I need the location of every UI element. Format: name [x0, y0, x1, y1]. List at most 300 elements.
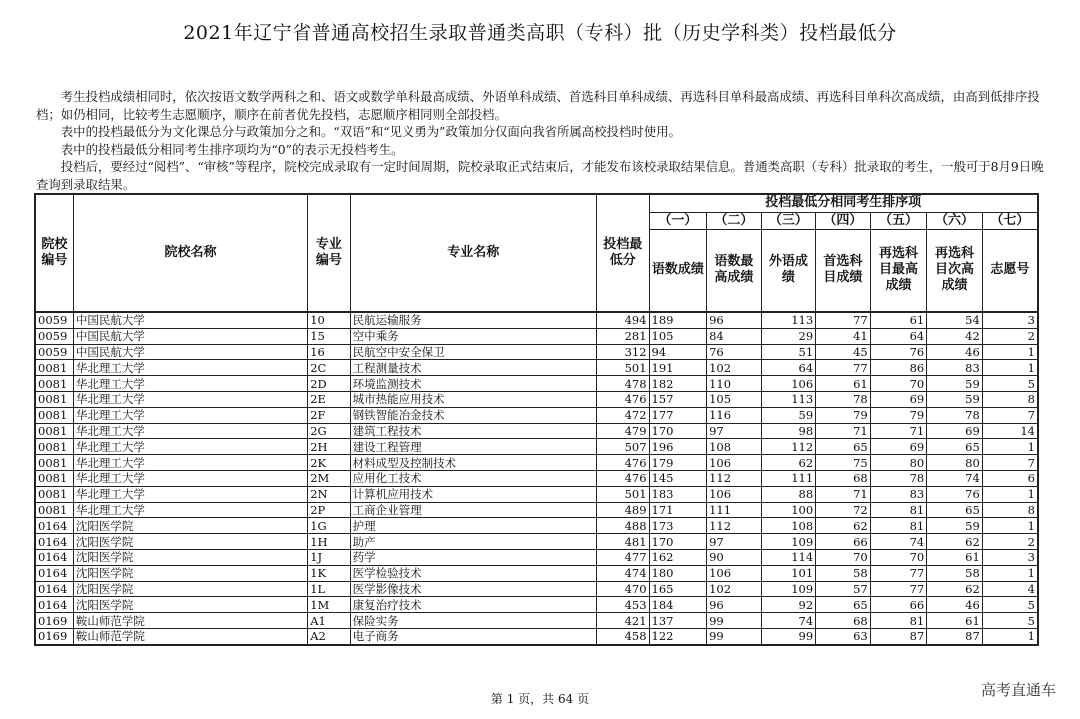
header-chinese-math-max: 语数最高成绩: [707, 229, 762, 312]
table-cell: 70: [870, 376, 927, 392]
table-cell: 145: [649, 470, 707, 486]
table-cell: 华北理工大学: [73, 407, 307, 423]
table-cell: 69: [927, 423, 983, 439]
table-cell: 177: [649, 407, 707, 423]
table-cell: 鞍山师范学院: [73, 613, 307, 629]
table-cell: 69: [870, 439, 927, 455]
table-cell: 10: [308, 312, 350, 328]
table-cell: 2N: [308, 486, 350, 502]
note-tie-rule: 考生投档成绩相同时，依次按语文数学两科之和、语文或数学单科最高成绩、外语单科成绩、首选科目单科成绩、再选科目单科最高成绩、再选科目单科次高成绩，由高到低排序投档；如仍相同，比较考生志愿顺序，顺序在前者优先投档，志愿顺序相同则全部投档。: [36, 89, 1040, 122]
table-cell: 179: [649, 455, 707, 471]
table-cell: 64: [870, 328, 927, 344]
table-cell: 458: [597, 628, 650, 644]
table-cell: 0164: [35, 534, 73, 550]
table-cell: 应用化工技术: [350, 470, 596, 486]
header-first-subject: 首选科目成绩: [816, 229, 871, 312]
table-cell: 421: [597, 613, 650, 629]
table-cell: 8: [982, 391, 1038, 407]
table-cell: 71: [816, 423, 871, 439]
table-cell: 0164: [35, 518, 73, 534]
table-cell: 14: [982, 423, 1038, 439]
table-cell: 0059: [35, 312, 73, 328]
table-cell: 79: [870, 407, 927, 423]
table-cell: 2G: [308, 423, 350, 439]
table-cell: 中国民航大学: [73, 328, 307, 344]
header-sub-number: （六）: [927, 212, 983, 229]
table-cell: 69: [870, 391, 927, 407]
table-cell: 材料成型及控制技术: [350, 455, 596, 471]
table-cell: 65: [927, 439, 983, 455]
table-cell: 1: [982, 439, 1038, 455]
header-major-name: 专业名称: [350, 194, 596, 312]
table-cell: 173: [649, 518, 707, 534]
table-cell: 3: [982, 549, 1038, 565]
table-cell: 98: [761, 423, 816, 439]
table-cell: 华北理工大学: [73, 391, 307, 407]
table-cell: 41: [816, 328, 871, 344]
table-cell: 68: [816, 470, 871, 486]
table-cell: 87: [870, 628, 927, 644]
table-cell: 0081: [35, 439, 73, 455]
table-cell: 6: [982, 470, 1038, 486]
table-row: [35, 360, 1038, 376]
table-cell: 171: [649, 502, 707, 518]
table-cell: 62: [761, 455, 816, 471]
table-cell: 71: [816, 486, 871, 502]
table-cell: 沈阳医学院: [73, 581, 307, 597]
table-cell: 54: [927, 312, 983, 328]
table-cell: 5: [982, 376, 1038, 392]
table-cell: 479: [597, 423, 650, 439]
table-cell: 环境监测技术: [350, 376, 596, 392]
header-sub-number: （二）: [707, 212, 762, 229]
table-cell: 沈阳医学院: [73, 597, 307, 613]
table-cell: 1: [982, 344, 1038, 360]
table-cell: 102: [707, 581, 762, 597]
table-row: [35, 613, 1038, 629]
table-cell: 7: [982, 407, 1038, 423]
table-cell: 0169: [35, 628, 73, 644]
table-cell: 76: [927, 486, 983, 502]
table-cell: 华北理工大学: [73, 439, 307, 455]
table-cell: 165: [649, 581, 707, 597]
table-cell: 电子商务: [350, 628, 596, 644]
table-row: [35, 486, 1038, 502]
table-cell: 489: [597, 502, 650, 518]
page-title: 2021年辽宁省普通高校招生录取普通类高职（专科）批（历史学科类）投档最低分: [183, 22, 897, 44]
table-cell: 494: [597, 312, 650, 328]
note-score-definition: 表中的投档最低分为文化课总分与政策加分之和。“双语”和“见义勇为”政策加分仅面向我省所属高校投档时使用。: [60, 124, 681, 139]
table-cell: 105: [649, 328, 707, 344]
table-cell: 0164: [35, 597, 73, 613]
note-zero-meaning: 表中的投档最低分相同考生排序项均为“0”的表示无投档考生。: [60, 141, 404, 157]
table-cell: 92: [761, 597, 816, 613]
table-row: [35, 581, 1038, 597]
page-footer: 第 1 页，共 64 页: [490, 692, 590, 706]
table-cell: 建设工程管理: [350, 439, 596, 455]
table-cell: 1L: [308, 581, 350, 597]
table-cell: 78: [870, 470, 927, 486]
table-cell: 沈阳医学院: [73, 549, 307, 565]
watermark: 高考直通车: [980, 681, 1056, 699]
table-cell: 101: [761, 565, 816, 581]
table-cell: 106: [707, 565, 762, 581]
table-cell: 170: [649, 534, 707, 550]
table-cell: 189: [649, 312, 707, 328]
table-cell: 2D: [308, 376, 350, 392]
table-cell: 66: [816, 534, 871, 550]
table-cell: 180: [649, 565, 707, 581]
table-cell: 312: [597, 344, 650, 360]
table-cell: 113: [761, 312, 816, 328]
table-cell: 474: [597, 565, 650, 581]
table-cell: A1: [308, 613, 350, 629]
table-row: [35, 470, 1038, 486]
table-row: [35, 628, 1038, 644]
table-cell: 0169: [35, 613, 73, 629]
table-cell: 501: [597, 486, 650, 502]
table-cell: 0081: [35, 470, 73, 486]
table-cell: 162: [649, 549, 707, 565]
table-cell: 0081: [35, 407, 73, 423]
table-row: [35, 407, 1038, 423]
table-cell: 0059: [35, 344, 73, 360]
table-row: [35, 534, 1038, 550]
table-cell: 15: [308, 328, 350, 344]
table-cell: 470: [597, 581, 650, 597]
table-cell: 182: [649, 376, 707, 392]
table-cell: 1M: [308, 597, 350, 613]
table-cell: 1: [982, 486, 1038, 502]
table-cell: 96: [707, 312, 762, 328]
table-row: [35, 391, 1038, 407]
table-cell: 97: [707, 534, 762, 550]
table-cell: 183: [649, 486, 707, 502]
table-cell: 88: [761, 486, 816, 502]
table-cell: 沈阳医学院: [73, 534, 307, 550]
score-table: [34, 193, 1039, 646]
table-cell: 80: [870, 455, 927, 471]
table-cell: 1J: [308, 549, 350, 565]
table-cell: 74: [870, 534, 927, 550]
table-cell: 16: [308, 344, 350, 360]
table-cell: 196: [649, 439, 707, 455]
table-cell: 99: [707, 628, 762, 644]
table-cell: 76: [870, 344, 927, 360]
table-cell: 2: [982, 328, 1038, 344]
table-header: [35, 194, 1038, 312]
table-cell: 112: [707, 518, 762, 534]
table-cell: 81: [870, 502, 927, 518]
table-cell: 76: [707, 344, 762, 360]
table-cell: 477: [597, 549, 650, 565]
table-cell: 87: [927, 628, 983, 644]
table-cell: 84: [707, 328, 762, 344]
table-cell: 0081: [35, 423, 73, 439]
table-body: [35, 312, 1038, 645]
table-cell: 62: [927, 581, 983, 597]
table-cell: 工程测量技术: [350, 360, 596, 376]
header-min-score: 投档最低分: [597, 194, 650, 312]
table-cell: 2C: [308, 360, 350, 376]
table-cell: 华北理工大学: [73, 470, 307, 486]
table-cell: 61: [927, 613, 983, 629]
table-cell: 沈阳医学院: [73, 565, 307, 581]
table-cell: 122: [649, 628, 707, 644]
table-cell: 鞍山师范学院: [73, 628, 307, 644]
table-cell: 46: [927, 344, 983, 360]
table-cell: 476: [597, 470, 650, 486]
header-tiebreak-group: 投档最低分相同考生排序项: [649, 194, 1038, 212]
table-cell: 59: [927, 391, 983, 407]
header-sub-number: （三）: [761, 212, 816, 229]
table-cell: 0081: [35, 391, 73, 407]
table-cell: 46: [927, 597, 983, 613]
table-cell: 华北理工大学: [73, 455, 307, 471]
table-cell: 100: [761, 502, 816, 518]
table-cell: 472: [597, 407, 650, 423]
table-cell: 102: [707, 360, 762, 376]
table-row: [35, 344, 1038, 360]
table-cell: 58: [816, 565, 871, 581]
table-cell: 0059: [35, 328, 73, 344]
table-cell: 华北理工大学: [73, 502, 307, 518]
header-foreign-language: 外语成绩: [761, 229, 816, 312]
table-row: [35, 328, 1038, 344]
table-cell: 0164: [35, 565, 73, 581]
table-cell: 2H: [308, 439, 350, 455]
table-cell: 保险实务: [350, 613, 596, 629]
table-cell: 61: [870, 312, 927, 328]
table-cell: 116: [707, 407, 762, 423]
table-cell: 64: [761, 360, 816, 376]
table-cell: 68: [816, 613, 871, 629]
table-cell: 建筑工程技术: [350, 423, 596, 439]
note-admission-timing: 投档后，要经过“阅档”、“审核”等程序，院校完成录取有一定时间周期，院校录取正式结束后，才能发布该校录取结果信息。普通类高职（专科）批录取的考生，一般可于8月9日晚查询到录取结果。: [36, 159, 1044, 192]
table-cell: 59: [927, 376, 983, 392]
table-cell: 113: [761, 391, 816, 407]
notes: [36, 88, 1046, 193]
table-cell: 65: [816, 597, 871, 613]
table-cell: 96: [707, 597, 762, 613]
header-sub-number: （四）: [816, 212, 871, 229]
table-cell: 105: [707, 391, 762, 407]
table-cell: 79: [816, 407, 871, 423]
table-cell: 83: [870, 486, 927, 502]
header-sub-number: （五）: [870, 212, 927, 229]
table-cell: 97: [707, 423, 762, 439]
table-cell: 453: [597, 597, 650, 613]
table-cell: 137: [649, 613, 707, 629]
header-chinese-math: 语数成绩: [649, 229, 707, 312]
table-row: [35, 312, 1038, 328]
table-cell: 2M: [308, 470, 350, 486]
table-cell: 62: [816, 518, 871, 534]
table-cell: 74: [761, 613, 816, 629]
table-cell: 77: [870, 565, 927, 581]
table-cell: 4: [982, 581, 1038, 597]
table-cell: 507: [597, 439, 650, 455]
table-cell: 1H: [308, 534, 350, 550]
table-cell: 城市热能应用技术: [350, 391, 596, 407]
table-cell: 医学影像技术: [350, 581, 596, 597]
table-row: [35, 502, 1038, 518]
table-cell: 华北理工大学: [73, 423, 307, 439]
table-cell: 护理: [350, 518, 596, 534]
table-cell: 民航空中安全保卫: [350, 344, 596, 360]
table-cell: 112: [707, 470, 762, 486]
table-cell: 工商企业管理: [350, 502, 596, 518]
table-cell: 29: [761, 328, 816, 344]
table-cell: 0081: [35, 360, 73, 376]
table-cell: 184: [649, 597, 707, 613]
header-school-code: 院校编号: [35, 194, 73, 312]
header-school-name: 院校名称: [73, 194, 307, 312]
table-cell: 65: [927, 502, 983, 518]
table-cell: 75: [816, 455, 871, 471]
table-cell: 3: [982, 312, 1038, 328]
table-cell: 281: [597, 328, 650, 344]
header-sub-number: （一）: [649, 212, 707, 229]
table-cell: 157: [649, 391, 707, 407]
table-cell: 108: [761, 518, 816, 534]
table-cell: 191: [649, 360, 707, 376]
table-row: [35, 565, 1038, 581]
table-cell: 78: [816, 391, 871, 407]
table-cell: 109: [761, 534, 816, 550]
table-cell: 康复治疗技术: [350, 597, 596, 613]
table-cell: 478: [597, 376, 650, 392]
table-cell: 110: [707, 376, 762, 392]
table-cell: 空中乘务: [350, 328, 596, 344]
table-cell: 5: [982, 597, 1038, 613]
header-elective-max: 再选科目最高成绩: [870, 229, 927, 312]
table-cell: 2E: [308, 391, 350, 407]
table-cell: 106: [707, 486, 762, 502]
table-cell: A2: [308, 628, 350, 644]
table-cell: 57: [816, 581, 871, 597]
table-cell: 0081: [35, 486, 73, 502]
table-cell: 2K: [308, 455, 350, 471]
table-cell: 99: [761, 628, 816, 644]
header-preference-no: 志愿号: [982, 229, 1038, 312]
table-row: [35, 455, 1038, 471]
table-cell: 1: [982, 628, 1038, 644]
table-cell: 2: [982, 534, 1038, 550]
table-cell: 8: [982, 502, 1038, 518]
table-cell: 74: [927, 470, 983, 486]
table-cell: 1: [982, 360, 1038, 376]
table-cell: 94: [649, 344, 707, 360]
table-cell: 2F: [308, 407, 350, 423]
table-cell: 5: [982, 613, 1038, 629]
table-cell: 7: [982, 455, 1038, 471]
table-cell: 钢铁智能冶金技术: [350, 407, 596, 423]
table-cell: 106: [761, 376, 816, 392]
table-cell: 99: [707, 613, 762, 629]
table-cell: 86: [870, 360, 927, 376]
table-cell: 65: [816, 439, 871, 455]
table-cell: 助产: [350, 534, 596, 550]
table-cell: 沈阳医学院: [73, 518, 307, 534]
table-cell: 70: [870, 549, 927, 565]
table-cell: 1: [982, 565, 1038, 581]
table-cell: 62: [927, 534, 983, 550]
table-cell: 63: [816, 628, 871, 644]
table-cell: 83: [927, 360, 983, 376]
table-cell: 1K: [308, 565, 350, 581]
table-cell: 0081: [35, 502, 73, 518]
table-cell: 106: [707, 455, 762, 471]
table-cell: 1: [982, 518, 1038, 534]
table-cell: 77: [816, 360, 871, 376]
table-cell: 61: [816, 376, 871, 392]
table-cell: 81: [870, 613, 927, 629]
table-cell: 80: [927, 455, 983, 471]
table-cell: 计算机应用技术: [350, 486, 596, 502]
table-cell: 501: [597, 360, 650, 376]
header-major-code: 专业编号: [308, 194, 350, 312]
table-cell: 51: [761, 344, 816, 360]
table-cell: 45: [816, 344, 871, 360]
table-cell: 华北理工大学: [73, 376, 307, 392]
table-cell: 71: [870, 423, 927, 439]
table-cell: 中国民航大学: [73, 344, 307, 360]
table-cell: 108: [707, 439, 762, 455]
table-cell: 61: [927, 549, 983, 565]
table-cell: 0164: [35, 581, 73, 597]
table-cell: 58: [927, 565, 983, 581]
table-cell: 华北理工大学: [73, 360, 307, 376]
table-cell: 78: [927, 407, 983, 423]
table-cell: 72: [816, 502, 871, 518]
table-cell: 66: [870, 597, 927, 613]
table-cell: 70: [816, 549, 871, 565]
table-row: [35, 549, 1038, 565]
table-cell: 90: [707, 549, 762, 565]
table-row: [35, 518, 1038, 534]
table-cell: 112: [761, 439, 816, 455]
table-cell: 药学: [350, 549, 596, 565]
table-cell: 77: [816, 312, 871, 328]
table-cell: 114: [761, 549, 816, 565]
table-cell: 59: [927, 518, 983, 534]
table-cell: 488: [597, 518, 650, 534]
table-cell: 476: [597, 455, 650, 471]
table-row: [35, 597, 1038, 613]
table-cell: 0081: [35, 455, 73, 471]
table-cell: 111: [707, 502, 762, 518]
table-cell: 170: [649, 423, 707, 439]
table-cell: 481: [597, 534, 650, 550]
table-row: [35, 423, 1038, 439]
table-cell: 476: [597, 391, 650, 407]
table-cell: 0164: [35, 549, 73, 565]
table-cell: 0081: [35, 376, 73, 392]
table-cell: 77: [870, 581, 927, 597]
table-cell: 111: [761, 470, 816, 486]
table-cell: 1G: [308, 518, 350, 534]
table-cell: 109: [761, 581, 816, 597]
header-sub-number: （七）: [982, 212, 1038, 229]
table-cell: 民航运输服务: [350, 312, 596, 328]
table-row: [35, 439, 1038, 455]
table-cell: 81: [870, 518, 927, 534]
table-cell: 中国民航大学: [73, 312, 307, 328]
table-cell: 华北理工大学: [73, 486, 307, 502]
header-elective-second: 再选科目次高成绩: [927, 229, 983, 312]
table-row: [35, 376, 1038, 392]
